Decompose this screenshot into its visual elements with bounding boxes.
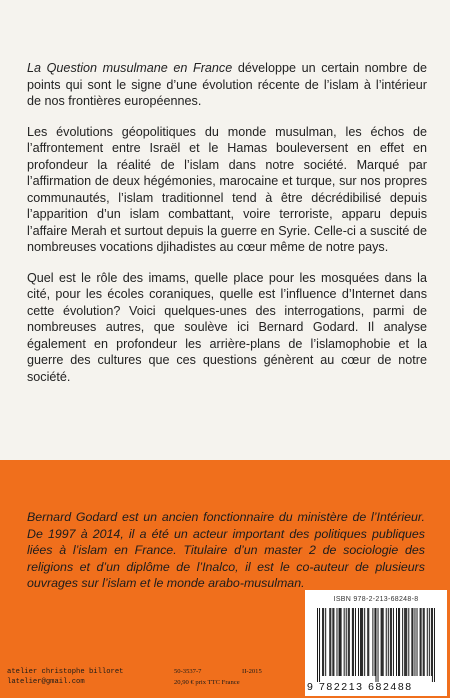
barcode-bar bbox=[325, 608, 326, 676]
barcode-bar bbox=[386, 608, 387, 676]
publisher-info bbox=[7, 667, 123, 687]
barcode-bar bbox=[375, 608, 376, 682]
barcode-bar bbox=[322, 608, 323, 676]
paragraph-geopolitics: Les évolutions géopolitiques du monde musulman, les échos de l’affrontement entre Israël et le Hamas bouleversent en effet en profondeur la réalité de l’islam dans notre société. Marqué par l’affirmation de deux hégémonies, marocaine et turque, sur nos propres communautés, l’islam traditionnel tend à être décrédibilisé depuis l’apparition d’un islam combattant, voire terroriste, apparu depuis l’affaire Merah et surtout depuis la guerre en Syrie. Celle-ci a suscité de nombreuses vocations djihadistes au cœur même de notre pays. bbox=[27, 124, 427, 254]
barcode-bar bbox=[323, 608, 324, 676]
author-bio: Bernard Godard est un ancien fonctionnaire du ministère de l’Intérieur. De 1997 à 2014, il a été un acteur important des politiques publiques liées à l’islam en France. Titulaire d’un master 2 de sociologie des religions et d’un diplôme de l’Inalco, il est le co-auteur de plusieurs ouvrages sur l’islam et le monde arabo-musulman. bbox=[27, 510, 425, 591]
publisher-email: latelier@gmail.com bbox=[7, 678, 85, 686]
barcode-bar bbox=[340, 608, 341, 676]
barcode-bar bbox=[339, 608, 340, 676]
barcode-bar bbox=[361, 608, 362, 676]
barcode-bar bbox=[424, 608, 425, 676]
reference-code: 50-3537-7 bbox=[174, 668, 202, 675]
barcode-bar bbox=[391, 608, 392, 676]
barcode-bar bbox=[390, 608, 391, 676]
author-band bbox=[0, 460, 450, 698]
barcode-bar bbox=[421, 608, 422, 676]
barcode-bar bbox=[383, 608, 384, 676]
barcode-bar bbox=[402, 608, 403, 676]
barcode-bar bbox=[417, 608, 418, 676]
barcode-bar bbox=[358, 608, 359, 676]
barcode-panel bbox=[305, 590, 447, 696]
barcode-bar bbox=[353, 608, 354, 676]
barcode-bar bbox=[367, 608, 368, 676]
barcode-bar bbox=[355, 608, 356, 676]
barcode-bar bbox=[319, 608, 320, 682]
barcode-bar bbox=[349, 608, 350, 676]
barcode-bar bbox=[381, 608, 382, 676]
barcode-bar bbox=[382, 608, 383, 676]
intro-text: développe un certain nombre de points qui sont le signe d’une évolution récente de l’islam à l’intérieur de nos frontières européennes. bbox=[27, 61, 427, 108]
barcode-bar bbox=[362, 608, 363, 676]
barcode-bar bbox=[317, 608, 318, 682]
barcode-bar bbox=[405, 608, 406, 676]
barcode-bar bbox=[360, 608, 361, 676]
barcode-bar bbox=[431, 608, 432, 676]
price-label: 20,90 € prix TTC France bbox=[174, 679, 240, 686]
barcode-bar bbox=[368, 608, 369, 676]
barcode-bar bbox=[352, 608, 353, 676]
barcode-bar bbox=[414, 608, 415, 676]
barcode-bar bbox=[378, 608, 379, 682]
barcode-bar bbox=[344, 608, 345, 676]
barcode-bar bbox=[332, 608, 333, 676]
barcode-digits: 9 782213 682488 bbox=[307, 681, 413, 693]
barcode-icon bbox=[317, 608, 435, 682]
barcode-bar bbox=[364, 608, 365, 676]
publisher-name: atelier christophe billoret bbox=[7, 668, 124, 676]
barcode-bar bbox=[393, 608, 394, 676]
barcode-bar bbox=[432, 608, 433, 682]
edition-date: II-2015 bbox=[242, 668, 262, 675]
barcode-bar bbox=[374, 608, 375, 676]
book-title: La Question musulmane en France bbox=[27, 61, 233, 75]
synopsis-text bbox=[27, 60, 427, 399]
barcode-bar bbox=[337, 608, 338, 676]
barcode-bar bbox=[329, 608, 330, 676]
barcode-bar bbox=[399, 608, 400, 676]
barcode-bar bbox=[434, 608, 435, 682]
barcode-bar bbox=[341, 608, 342, 676]
barcode-bar bbox=[396, 608, 397, 676]
barcode-bar bbox=[412, 608, 413, 676]
barcode-bar bbox=[346, 608, 347, 676]
barcode-bar bbox=[411, 608, 412, 676]
barcode-bar bbox=[398, 608, 399, 676]
barcode-bar bbox=[348, 608, 349, 676]
paragraph-questions: Quel est le rôle des imams, quelle place pour les mosquées dans la cité, pour les écoles coraniques, quelle est l’influence d’Internet dans cette évolution? Voici quelques-unes des interrogations, parmi de nombreuses autres, que soulève ici Bernard Godard. Il analyse également en profondeur les arrière-plans de l’islamophobie et la guerre des cultures que ces questions génèrent au cœur de notre société. bbox=[27, 270, 427, 384]
barcode-bar bbox=[333, 608, 334, 676]
isbn-label: ISBN 978-2-213-68248-8 bbox=[333, 596, 419, 603]
catalog-codes bbox=[174, 667, 262, 686]
barcode-bar bbox=[372, 608, 373, 676]
barcode-bar bbox=[420, 608, 421, 676]
barcode-bar bbox=[429, 608, 430, 676]
barcode-bar bbox=[406, 608, 407, 676]
barcode-bar bbox=[423, 608, 424, 676]
barcode-bar bbox=[330, 608, 331, 676]
barcode-bar bbox=[427, 608, 428, 676]
barcode-bar bbox=[388, 608, 389, 676]
barcode-bar bbox=[408, 608, 409, 676]
barcode-bar bbox=[404, 608, 405, 676]
intro-paragraph bbox=[27, 60, 427, 110]
